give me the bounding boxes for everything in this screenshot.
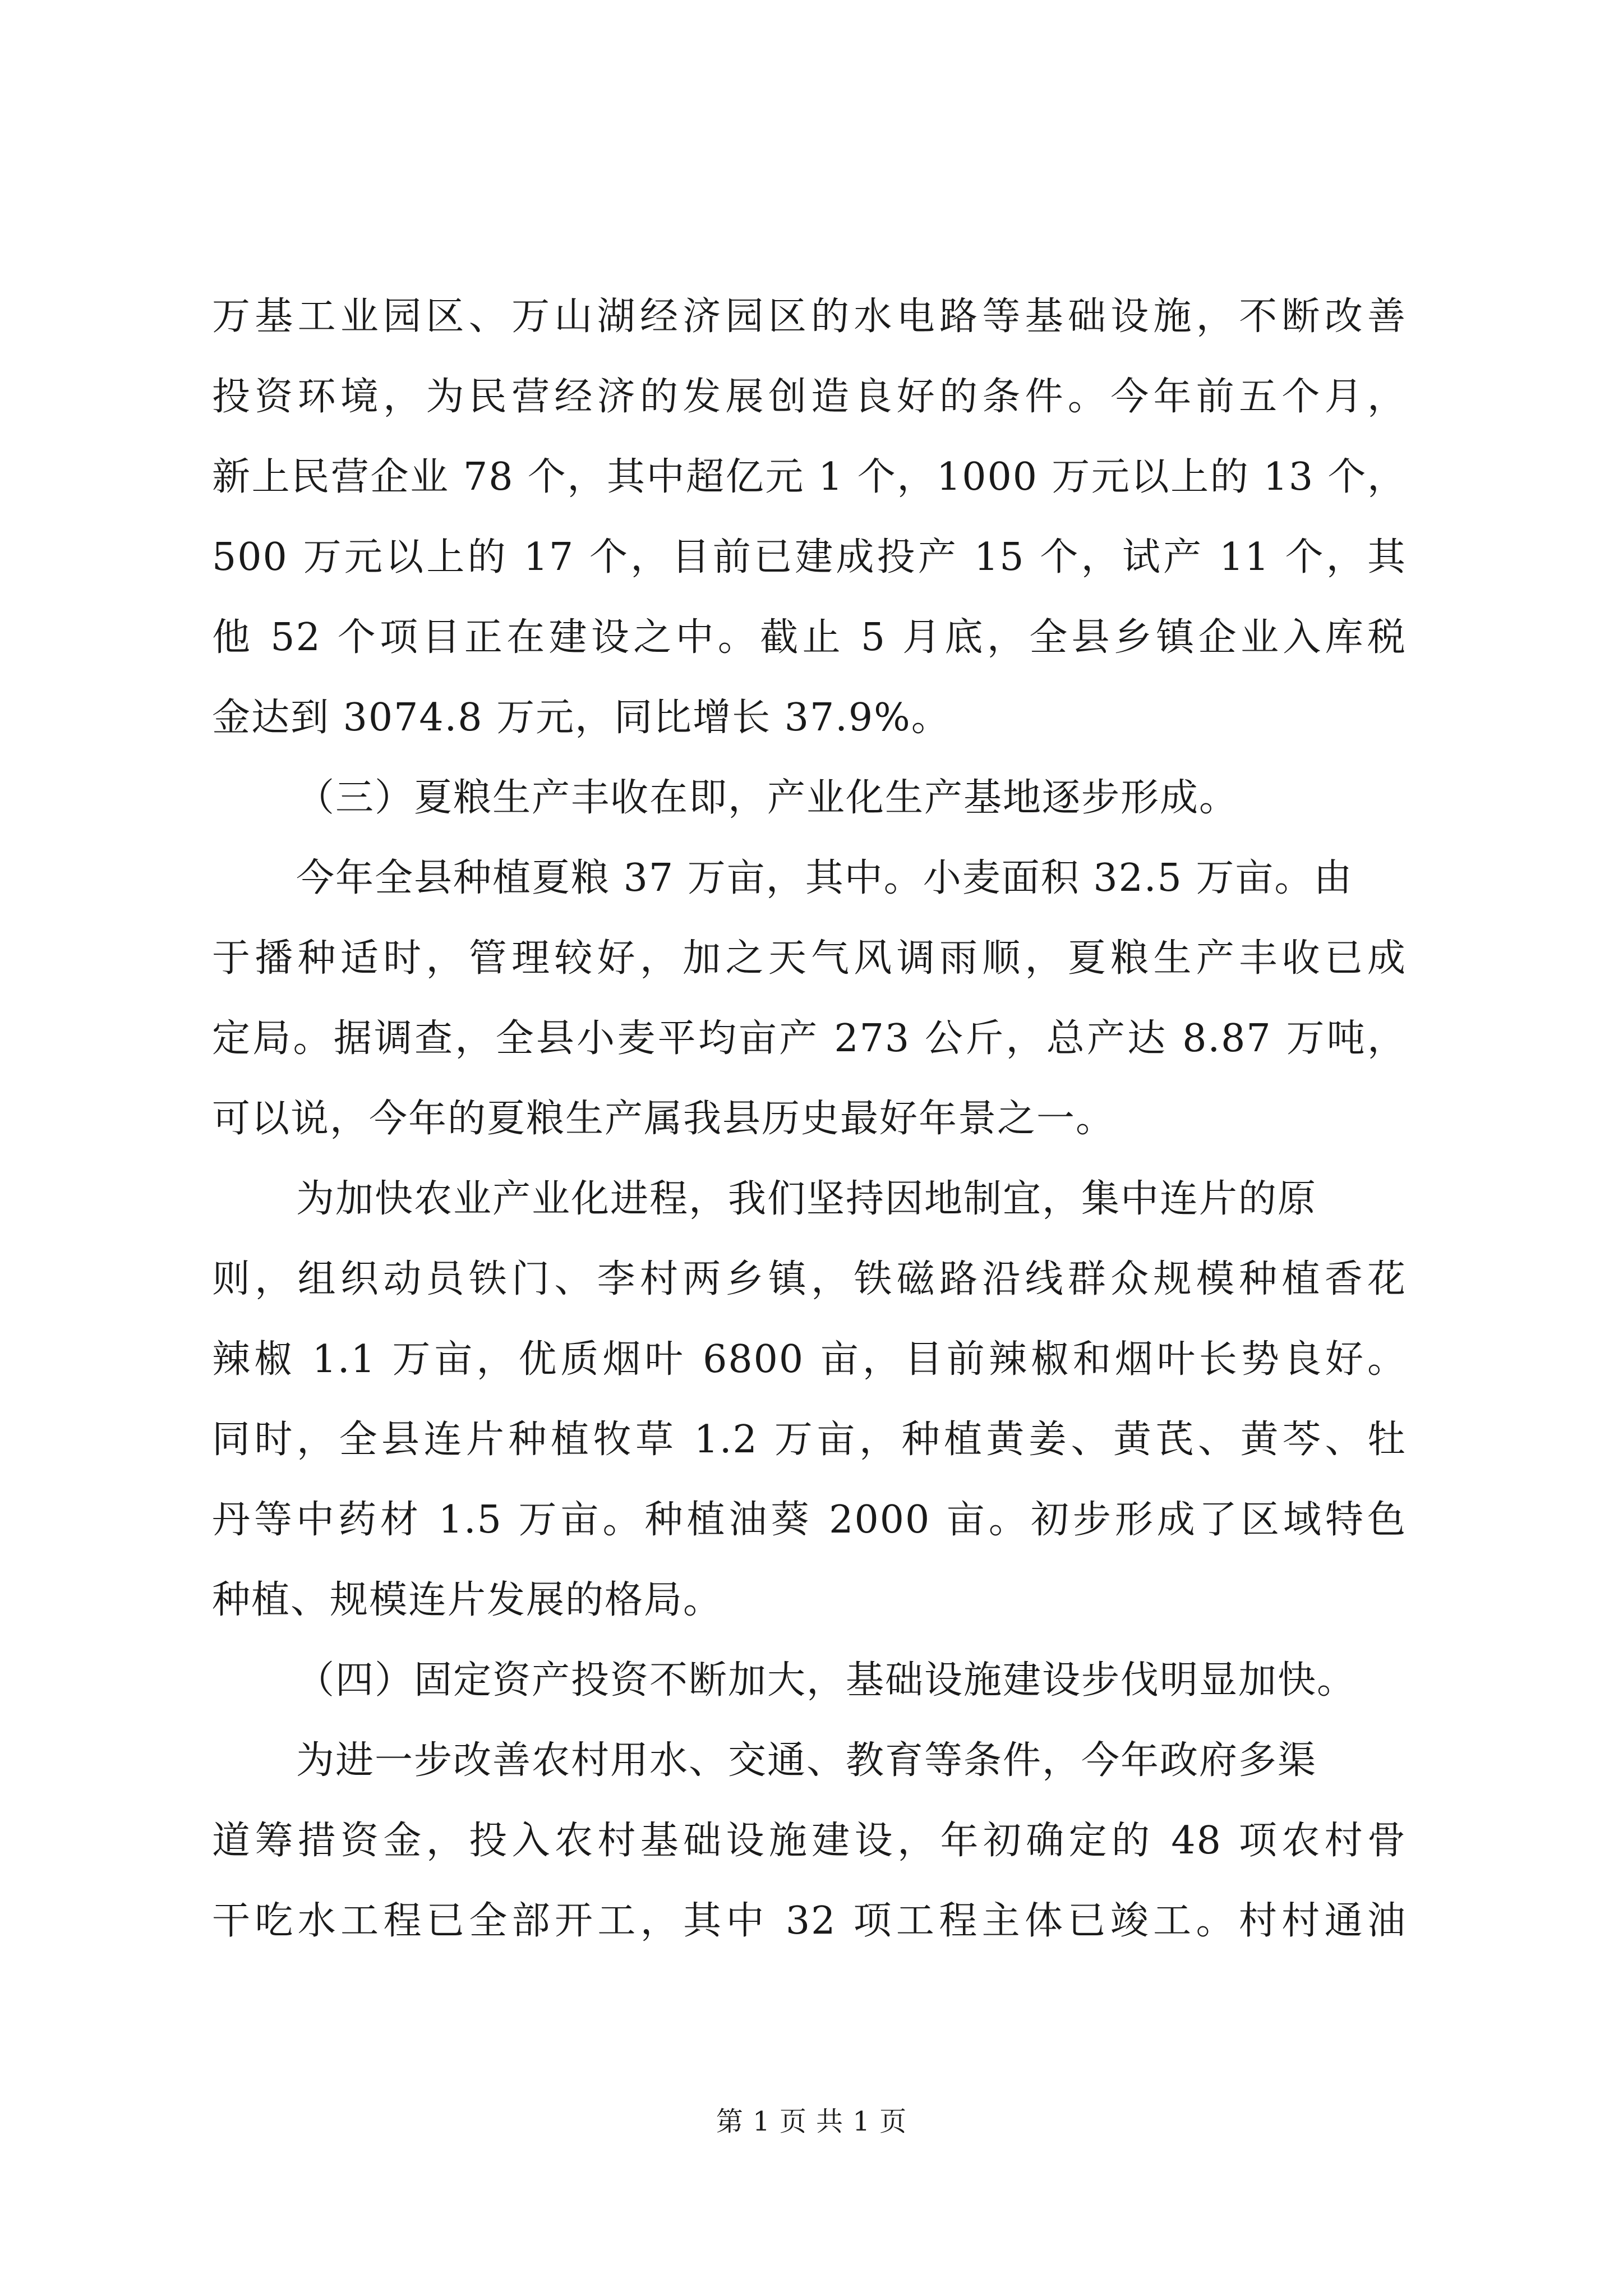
text-line: 他 52 个项目正在建设之中。截止 5 月底，全县乡镇企业入库税 (212, 615, 1407, 660)
section-heading: （四）固定资产投资不断加大，基础设施建设步伐明显加快。 (296, 1658, 1357, 1703)
page-number: 第 1 页 共 1 页 (716, 2106, 907, 2137)
page-footer (0, 2105, 1623, 2138)
text-line: 同时，全县连片种植牧草 1.2 万亩，种植黄姜、黄芪、黄芩、牡 (212, 1418, 1407, 1462)
text-line: 干吃水工程已全部开工，其中 32 项工程主体已竣工。村村通油 (212, 1899, 1407, 1943)
text-line: 道筹措资金，投入农村基础设施建设，年初确定的 48 项农村骨 (212, 1819, 1407, 1863)
text-line: 500 万元以上的 17 个，目前已建成投产 15 个，试产 11 个，其 (212, 535, 1407, 579)
text-line: 今年全县种植夏粮 37 万亩，其中。小麦面积 32.5 万亩。由 (296, 856, 1353, 900)
document-body (212, 277, 1407, 1961)
text-line: 万基工业园区、万山湖经济园区的水电路等基础设施，不断改善 (212, 295, 1407, 339)
section-heading: （三）夏粮生产丰收在即，产业化生产基地逐步形成。 (296, 776, 1239, 820)
text-line: 金达到 3074.8 万元，同比增长 37.9%。 (212, 696, 951, 740)
text-line: 则，组织动员铁门、李村两乡镇，铁磁路沿线群众规模种植香花 (212, 1257, 1407, 1301)
text-line: 种植、规模连片发展的格局。 (212, 1578, 723, 1622)
text-line: 定局。据调查，全县小麦平均亩产 273 公斤，总产达 8.87 万吨， (212, 1016, 1407, 1061)
text-line: 辣椒 1.1 万亩，优质烟叶 6800 亩，目前辣椒和烟叶长势良好。 (212, 1337, 1407, 1382)
text-line: 为进一步改善农村用水、交通、教育等条件，今年政府多渠 (296, 1738, 1317, 1783)
text-line: 为加快农业产业化进程，我们坚持因地制宜，集中连片的原 (296, 1177, 1317, 1221)
text-line: 于播种适时，管理较好，加之天气风调雨顺，夏粮生产丰收已成 (212, 936, 1407, 981)
text-line: 可以说，今年的夏粮生产属我县历史最好年景之一。 (212, 1097, 1115, 1141)
text-line: 丹等中药材 1.5 万亩。种植油葵 2000 亩。初步形成了区域特色 (212, 1498, 1407, 1542)
text-line: 投资环境，为民营经济的发展创造良好的条件。今年前五个月， (212, 375, 1407, 419)
text-line: 新上民营企业 78 个，其中超亿元 1 个，1000 万元以上的 13 个， (212, 455, 1407, 499)
